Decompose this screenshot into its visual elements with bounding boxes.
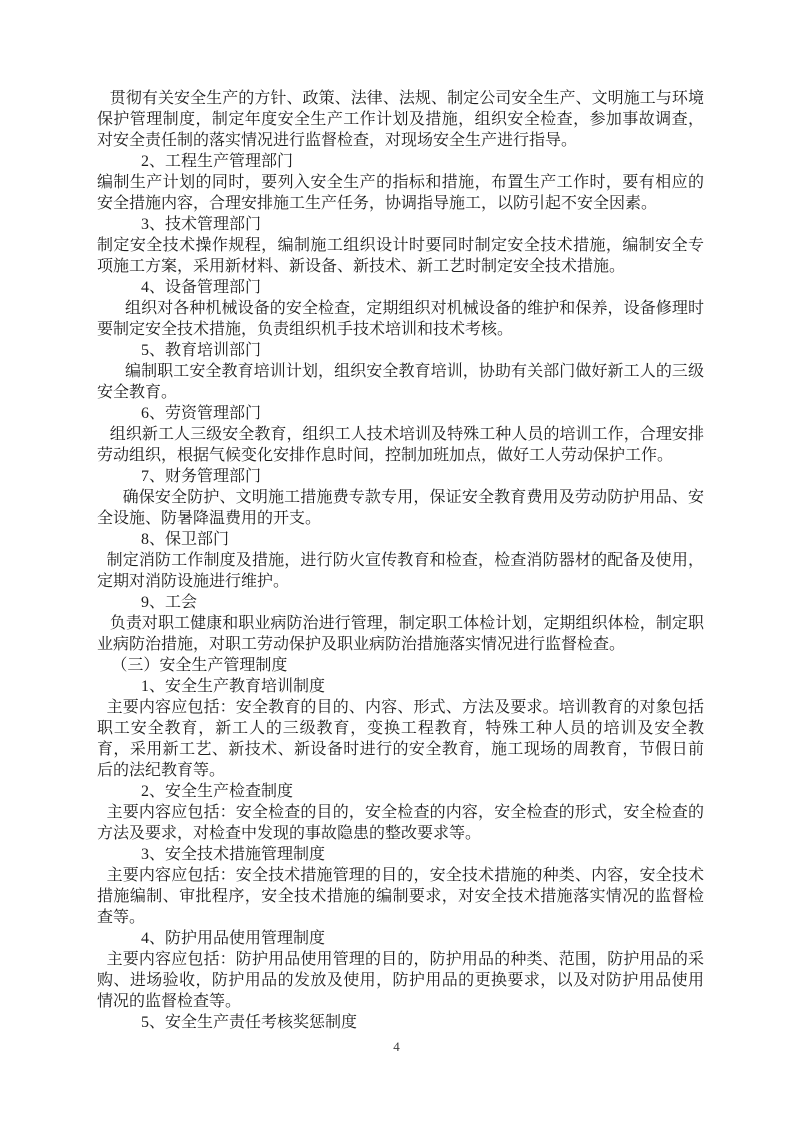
page-number: 4 <box>393 1039 400 1054</box>
heading-paragraph: 8、保卫部门 <box>141 531 230 548</box>
heading-paragraph: 3、安全技术措施管理制度 <box>141 846 326 863</box>
heading-paragraph: 4、防护用品使用管理制度 <box>141 930 326 947</box>
body-paragraph: 主要内容应包括：防护用品使用管理的目的，防护用品的种类、范围，防护用品的采购、进场验收，防护用品的发放及使用，防护用品的更换要求，以及对防护用品使用情况的监督检查等。 <box>97 951 704 1010</box>
body-paragraph: 编制职工安全教育培训计划，组织安全教育培训，协助有关部门做好新工人的三级安全教育。 <box>97 363 704 401</box>
body-paragraph: 贯彻有关安全生产的方针、政策、法律、法规、制定公司安全生产、文明施工与环境保护管理制度，制定年度安全生产工作计划及措施，组织安全检查，参加事故调查，对安全责任制的落实情况进行监督检查，对现场安全生产进行指导。 <box>97 90 704 149</box>
heading-paragraph: 2、安全生产检查制度 <box>141 783 294 800</box>
body-paragraph: 主要内容应包括：安全检查的目的，安全检查的内容，安全检查的形式，安全检查的方法及要求，对检查中发现的事故隐患的整改要求等。 <box>97 804 704 842</box>
heading-paragraph: 5、安全生产责任考核奖惩制度 <box>141 1014 358 1031</box>
body-paragraph: 确保安全防护、文明施工措施费专款专用，保证安全教育费用及劳动防护用品、安全设施、防暑降温费用的开支。 <box>97 489 704 527</box>
document-body <box>97 88 704 1033</box>
heading-paragraph: 2、工程生产管理部门 <box>141 153 294 170</box>
body-paragraph: 组织对各种机械设备的安全检查，定期组织对机械设备的维护和保养，设备修理时要制定安全技术措施，负责组织机手技术培训和技术考核。 <box>97 300 704 338</box>
heading-paragraph: 7、财务管理部门 <box>141 468 262 485</box>
heading-paragraph: 9、工会 <box>141 594 198 611</box>
body-paragraph: 制定消防工作制度及措施，进行防火宣传教育和检查，检查消防器材的配备及使用，定期对消防设施进行维护。 <box>97 552 704 590</box>
heading-paragraph: 4、设备管理部门 <box>141 279 262 296</box>
body-paragraph: 组织新工人三级安全教育，组织工人技术培训及特殊工种人员的培训工作，合理安排劳动组织，根据气候变化安排作息时间，控制加班加点，做好工人劳动保护工作。 <box>97 426 704 464</box>
body-paragraph: 主要内容应包括：安全技术措施管理的目的，安全技术措施的种类、内容，安全技术措施编制、审批程序，安全技术措施的编制要求，对安全技术措施落实情况的监督检查等。 <box>97 867 704 926</box>
heading-paragraph: 6、劳资管理部门 <box>141 405 262 422</box>
body-paragraph: 主要内容应包括：安全教育的目的、内容、形式、方法及要求。培训教育的对象包括职工安全教育，新工人的三级教育，变换工程教育，特殊工种人员的培训及安全教育，采用新工艺、新技术、新设备时进行的安全教育，施工现场的周教育，节假日前后的法纪教育等。 <box>97 699 704 779</box>
body-paragraph: 编制生产计划的同时，要列入安全生产的指标和措施，布置生产工作时，要有相应的安全措施内容，合理安排施工生产任务，协调指导施工，以防引起不安全因素。 <box>97 174 704 212</box>
body-paragraph: 制定安全技术操作规程，编制施工组织设计时要同时制定安全技术措施，编制安全专项施工方案，采用新材料、新设备、新技术、新工艺时制定安全技术措施。 <box>97 237 704 275</box>
heading-paragraph: 5、教育培训部门 <box>141 342 262 359</box>
heading-paragraph: 1、安全生产教育培训制度 <box>141 678 326 695</box>
body-paragraph: 负责对职工健康和职业病防治进行管理，制定职工体检计划，定期组织体检，制定职业病防治措施，对职工劳动保护及职业病防治措施落实情况进行监督检查。 <box>97 615 704 653</box>
heading-paragraph: （三）安全生产管理制度 <box>111 657 288 674</box>
heading-paragraph: 3、技术管理部门 <box>141 216 262 233</box>
